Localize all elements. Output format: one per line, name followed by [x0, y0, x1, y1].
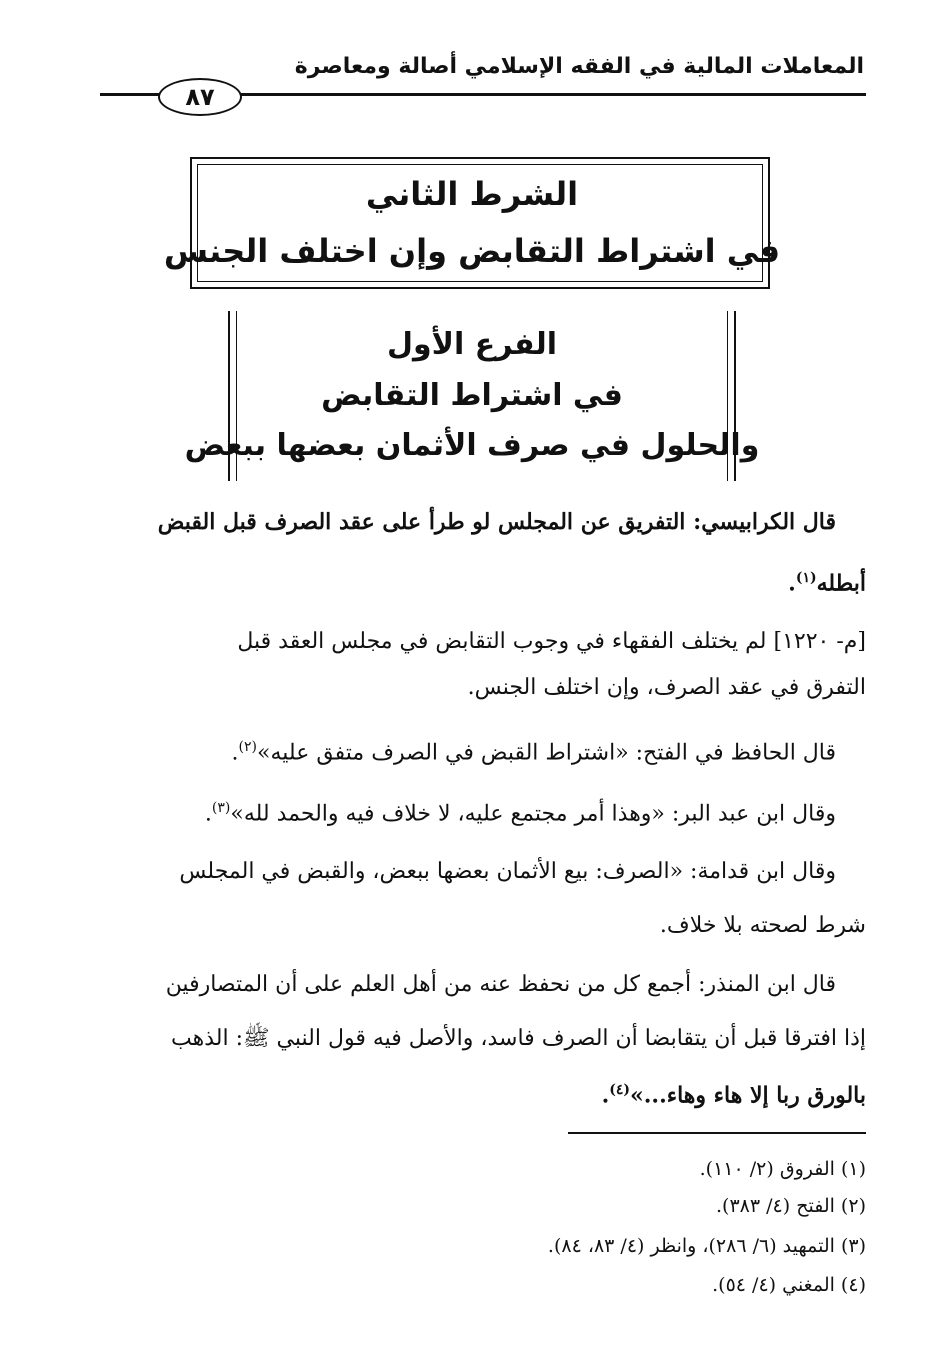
section-heading-title: الفرع الأول — [386, 327, 558, 362]
paragraph-1-line-2 — [76, 561, 866, 600]
paragraph-2-line-2: التفرق في عقد الصرف، وإن اختلف الجنس. — [467, 675, 866, 700]
paragraph-6-line-3 — [76, 1073, 866, 1112]
paragraph-4 — [46, 791, 836, 831]
footnote-separator — [568, 1132, 866, 1134]
section-heading-line2: في اشتراط التقابض — [321, 378, 623, 413]
paragraph-3 — [46, 730, 836, 770]
paragraph-6-line-1: قال ابن المنذر: أجمع كل من نحفظ عنه من أهل العلم على أن المتصارفين — [165, 972, 836, 997]
footnote-ref-1: (١) — [795, 570, 817, 586]
paragraph-4-text: وقال ابن عبد البر: «وهذا أمر مجتمع عليه، لا خلاف فيه والحمد لله» — [230, 801, 836, 827]
running-title: المعاملات المالية في الفقه الإسلامي أصالة ومعاصرة — [294, 54, 864, 79]
paragraph-6-end: . — [601, 1082, 610, 1109]
section-heading-line3: والحلول في صرف الأثمان بعضها ببعض — [184, 428, 760, 463]
paragraph-1-end: . — [788, 570, 796, 597]
paragraph-5-line-2: شرط لصحته بلا خلاف. — [659, 913, 866, 938]
paragraph-1-text: أبطله — [816, 570, 866, 597]
footnote-3: (٣) التمهيد (٦/ ٢٨٦)، وانظر (٤/ ٨٣، ٨٤). — [547, 1235, 866, 1257]
paragraph-5-line-1: وقال ابن قدامة: «الصرف: بيع الأثمان بعضها ببعض، والقبض في المجلس — [179, 859, 836, 884]
paragraph-6-text: بالورق ربا إلا هاء وهاء...» — [630, 1082, 866, 1109]
paragraph-3-end: . — [231, 740, 239, 766]
footnote-ref-4: (٤) — [609, 1082, 631, 1098]
paragraph-4-end: . — [204, 801, 212, 827]
paragraph-2-line-1: [م- ١٢٢٠] لم يختلف الفقهاء في وجوب التقابض في مجلس العقد قبل — [237, 629, 866, 654]
page-number: ٨٧ — [158, 78, 242, 116]
paragraph-1-line-1: قال الكرابيسي: التفريق عن المجلس لو طرأ على عقد الصرف قبل القبض — [157, 509, 836, 535]
chapter-heading-title: الشرط الثاني — [365, 175, 579, 213]
footnote-1: (١) الفروق (٢/ ١١٠). — [699, 1158, 866, 1180]
paragraph-3-text: قال الحافظ في الفتح: «اشتراط القبض في الصرف متفق عليه» — [257, 740, 836, 766]
footnote-4: (٤) المغني (٤/ ٥٤). — [712, 1274, 866, 1296]
footnote-2: (٢) الفتح (٤/ ٣٨٣). — [716, 1195, 866, 1217]
paragraph-6-line-2: إذا افترقا قبل أن يتقابضا أن الصرف فاسد، والأصل فيه قول النبي ﷺ: الذهب — [171, 1026, 866, 1051]
footnote-ref-2: (٢) — [238, 739, 258, 755]
chapter-heading-subtitle: في اشتراط التقابض وإن اختلف الجنس — [163, 232, 781, 270]
footnote-ref-3: (٣) — [211, 800, 231, 816]
